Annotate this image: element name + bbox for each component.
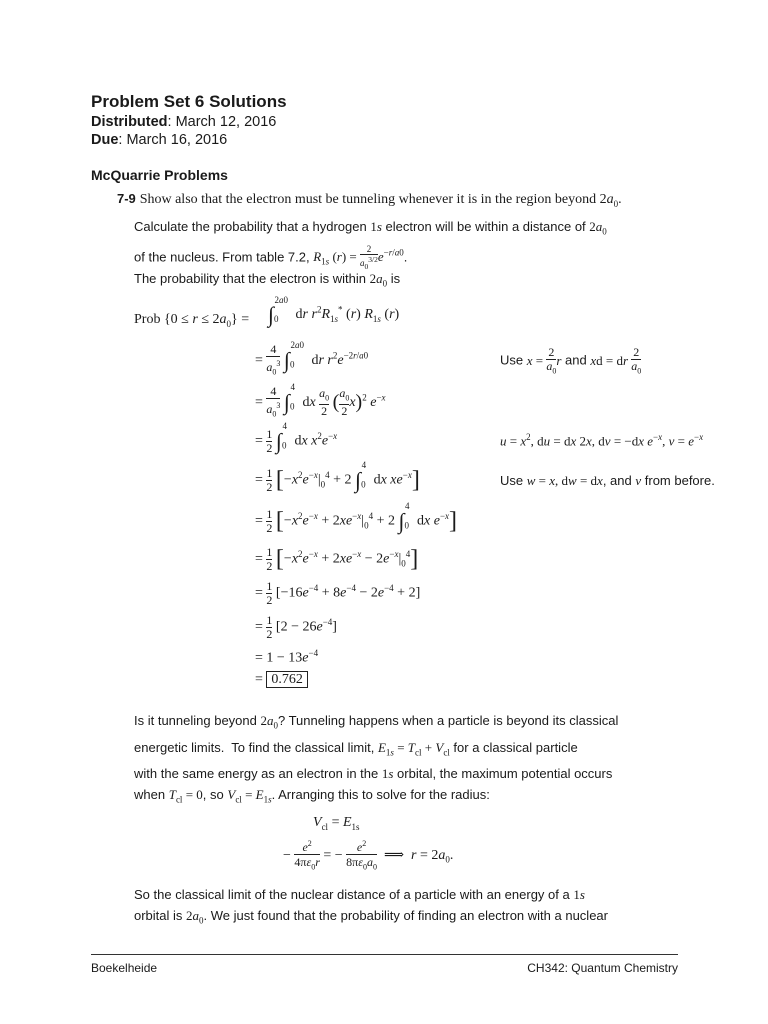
final-result: = 0.762 xyxy=(255,672,308,688)
classical-eq-1: $V_{cl} = E_{1s}$ xyxy=(313,815,360,832)
derivation-step-8: = $\frac{1}{2}$ $[-16e^{-4} + 8e^{-4} - 2e^{-4} + 2]$ xyxy=(255,579,421,607)
distributed-label: Distributed xyxy=(91,114,168,130)
paragraph-tunneling: Is it tunneling beyond $2a_0$? Tunneling happens when a particle is beyond its classical energetic limits. To find the classical limit, $E_{1s} = T_{cl} + V_{cl}$ for a classical particle with the same energy as an electron in the 1s orbital, the maximum potential occurs when $T_{cl} = 0$, so $V_{cl} = E_{1s}$. Arranging this to solve for the radius: xyxy=(134,713,619,805)
distributed-line xyxy=(91,114,276,130)
problem-number: 7-9 xyxy=(117,191,136,206)
derivation-step-7: = $\frac{1}{2}$ $[-x^2e^{-x} + 2xe^{-x} - 2e^{-x}|_0^4]$ xyxy=(255,545,419,573)
derivation-step-3: = $\frac{4}{a_0^3}$ $\int_0^4$ dx $\frac{a_0}{2}$ ( $\frac{a_0}{2}$ x)$^2$ $e^{-x}$ xyxy=(255,382,386,419)
derivation-step-2: = $\frac{4}{a_0^3}$ $\int_0^{2a0}$ dr $r^2e^{-2r/a0}$ xyxy=(255,340,369,377)
footer-course: CH342: Quantum Chemistry xyxy=(527,961,678,975)
derivation-step-10: = $1 - 13e^{-4}$ xyxy=(255,648,319,666)
section-heading: McQuarrie Problems xyxy=(91,167,228,183)
substitution-note-x: Use x = $\frac{2}{a_0}$ r and xd = dr $\frac{2}{a_0}$ xyxy=(500,345,642,376)
derivation-step-1: $\int_0^{2a0}$ dr $r^2R_{1s}^*$ (r) $R_{1s}$ (r) xyxy=(268,294,400,327)
footer-rule xyxy=(91,954,678,955)
paragraph-probability: The probability that the electron is within $2a_0$ is xyxy=(134,271,401,289)
footer-author: Boekelheide xyxy=(91,961,158,975)
distributed-value: : March 12, 2016 xyxy=(167,114,277,130)
problem-text: Show also that the electron must be tunneling whenever it is in the region beyond $2a_0$. xyxy=(139,192,622,209)
due-line xyxy=(91,132,227,148)
page-title: Problem Set 6 Solutions xyxy=(91,92,287,111)
integration-by-parts-note: $u = x^2$, du = dx 2x, dv = −dx $e^{-x}$, $v = e^{-x}$ xyxy=(500,432,704,449)
problem-statement xyxy=(117,190,622,209)
result-box: 0.762 xyxy=(266,671,308,688)
due-value: : March 16, 2016 xyxy=(118,132,228,148)
paragraph-intro: Calculate the probability that a hydrogen 1s electron will be within a distance of $2a_0$ of the nucleus. From table 7.2, $R_{1s}$ (r) = $\frac{2}{a_0^{3/2}}$ $e^{-r/a0}$. xyxy=(134,219,607,271)
derivation-step-4: = $\frac{1}{2}$ $\int_0^4$ dx $x^2e^{-x}$ xyxy=(255,421,338,455)
derivation-lhs: Prob $\{0 \le r \le 2a_0\}$ = xyxy=(134,312,250,329)
derivation-step-6: = $\frac{1}{2}$ [$-x^2e^{-x} + 2xe^{-x}|_0^4 + 2$ $\int_0^4$ dx $e^{-x}$] xyxy=(255,501,458,535)
due-label: Due xyxy=(91,132,119,148)
paragraph-classical-limit: So the classical limit of the nuclear distance of a particle with an energy of a 1s orbital is $2a_0$. We just found that the probability of finding an electron with a nuclear xyxy=(134,887,608,926)
derivation-step-5: = $\frac{1}{2}$ [$-x^2e^{-x}|_0^4 + 2$ $\int_0^4$ dx $xe^{-x}$] xyxy=(255,460,420,494)
derivation-step-9: = $\frac{1}{2}$ $[2 - 26e^{-4}]$ xyxy=(255,613,337,641)
classical-eq-2: − $\frac{e^2}{4\pi\varepsilon_0r}$ = − $\frac{e^2}{8\pi\varepsilon_0a_0}$ ⟹ $r = 2a_0$. xyxy=(283,839,454,872)
substitution-note-w: Use w = x, dw = dx, and v from before. xyxy=(500,473,715,488)
